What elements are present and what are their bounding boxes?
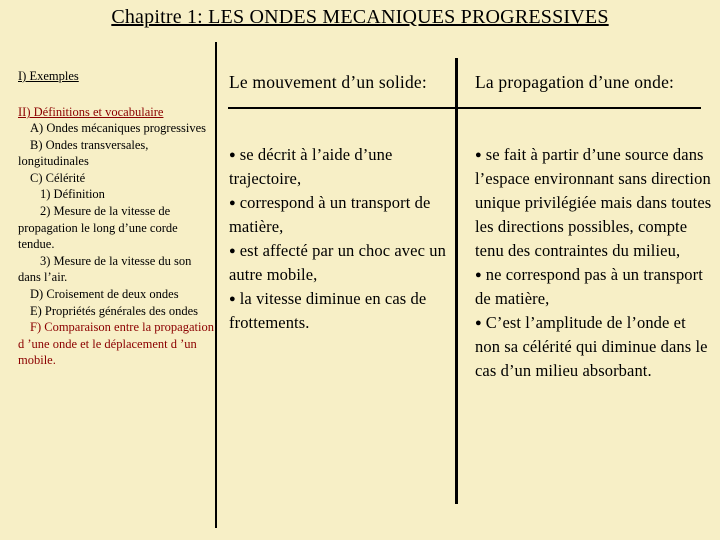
list-item: ● C’est l’amplitude de l’onde et non sa célérité qui diminue dans le cas d’un milieu absorbant. [475, 313, 708, 380]
list-item: ● se décrit à l’aide d’une trajectoire, [229, 145, 393, 188]
outline-item-proprietes[interactable]: E) Propriétés générales des ondes [30, 303, 198, 318]
list-item: ● correspond à un transport de matière, [229, 193, 431, 236]
solid-motion-list [229, 143, 454, 335]
bullet-icon: ● [229, 197, 236, 209]
bullet-icon: ● [475, 149, 482, 161]
column-divider [455, 58, 458, 504]
page-title: Chapitre 1: LES ONDES MECANIQUES PROGRESSIVES [111, 6, 609, 28]
outline-item-celerite[interactable]: C) Célérité [30, 170, 86, 185]
bullet-icon: ● [475, 269, 482, 281]
solid-motion-header: Le mouvement d’un solide: [229, 72, 427, 92]
outline-section-examples[interactable]: I) Exemples [18, 69, 79, 83]
list-item: ● la vitesse diminue en cas de frottements. [229, 289, 427, 332]
bullet-icon: ● [229, 149, 236, 161]
bullet-icon: ● [229, 245, 236, 257]
list-item: ● ne correspond pas à un transport de matière, [475, 265, 703, 308]
header-underline [228, 107, 701, 109]
outline-section-definitions[interactable]: II) Définitions et vocabulaire [18, 105, 164, 119]
outline-item-mesure-corde[interactable]: 2) Mesure de la vitesse de propagation le long d’une corde tendue. [18, 203, 178, 252]
outline-items [18, 120, 214, 369]
outline-item-definition[interactable]: 1) Définition [40, 187, 105, 202]
bullet-icon: ● [475, 317, 482, 329]
outline-item-ondes-mecaniques[interactable]: A) Ondes mécaniques progressives [30, 121, 206, 135]
bullet-icon: ● [229, 293, 236, 305]
outline-item-croisement[interactable]: D) Croisement de deux ondes [30, 286, 179, 301]
wave-propagation-header: La propagation d’une onde: [475, 72, 675, 92]
list-item: ● se fait à partir d’une source dans l’espace environnant sans direction unique privilégiée mais dans toutes les directions possibles, compte tenu des contraintes du milieu, [475, 145, 712, 260]
outline-item-mesure-son[interactable]: 3) Mesure de la vitesse du son dans l’air. [18, 253, 192, 285]
outline-item-ondes-transversales[interactable]: B) Ondes transversales, longitudinales [18, 137, 149, 169]
sidebar-divider [215, 42, 217, 528]
list-item: ● est affecté par un choc avec un autre mobile, [229, 241, 446, 284]
outline-item-comparaison[interactable]: F) Comparaison entre la propagation d ’une onde et le déplacement d ’un mobile. [18, 320, 214, 368]
wave-propagation-list [475, 143, 715, 383]
